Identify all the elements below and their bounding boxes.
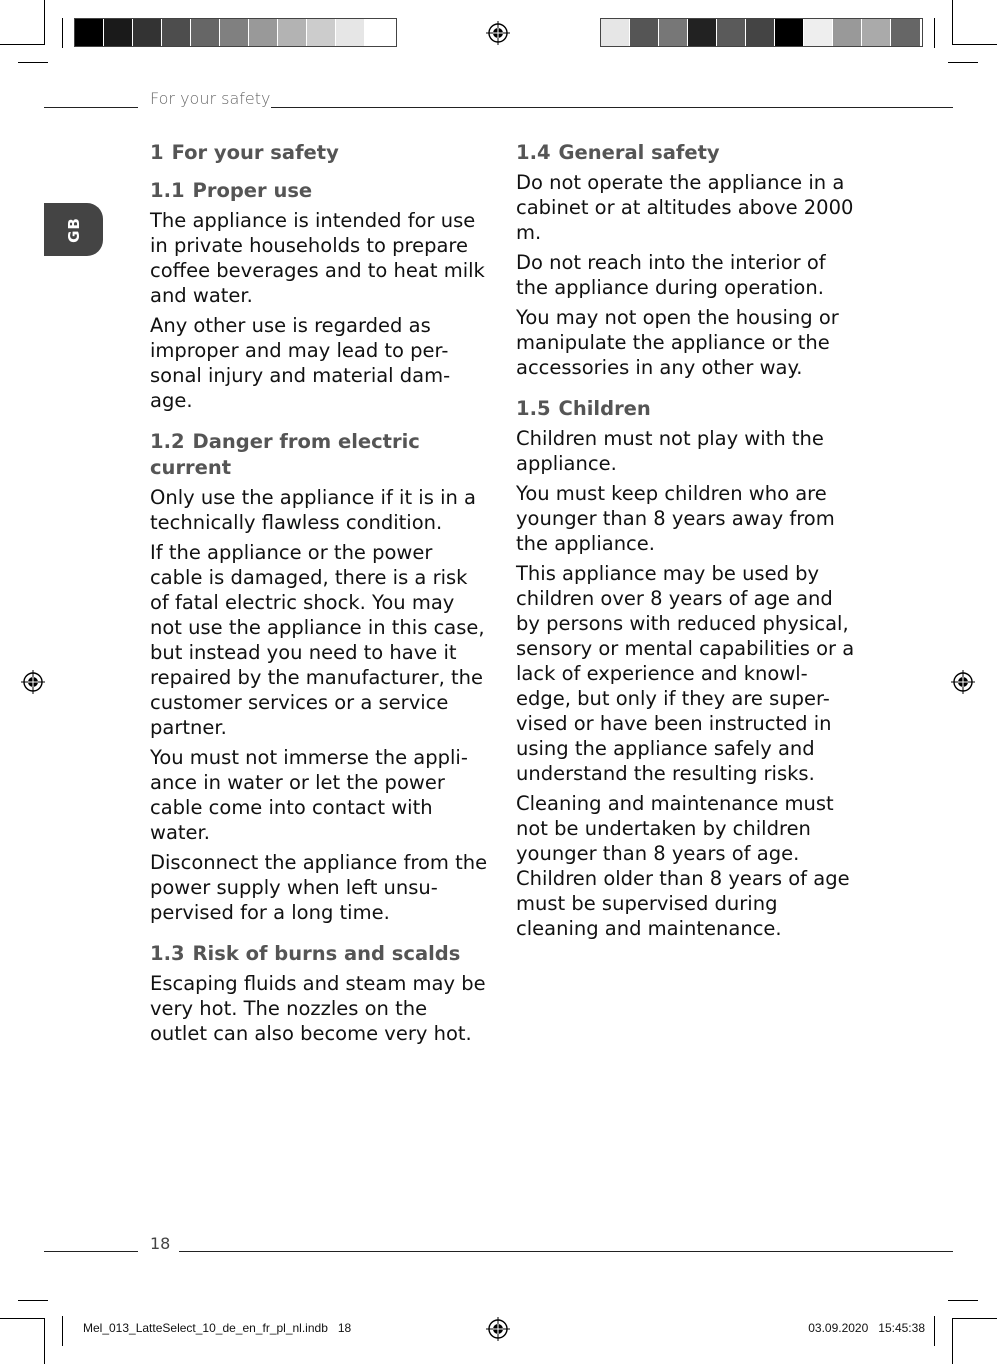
body-paragraph: Escaping fluids and steam may be very hot. The nozzles on the outlet can also become very hot. — [150, 972, 486, 1045]
body-paragraph: The appliance is intended for use in private households to prepare coffee beverages and to heat milk and water. — [150, 209, 485, 307]
section-heading — [150, 178, 490, 204]
gray-swatch-strip-left — [74, 18, 397, 47]
header-rule-left — [44, 107, 138, 108]
body-paragraph: Only use the appliance if it is in a technically flawless condition. — [150, 486, 476, 534]
color-swatch — [862, 19, 891, 46]
crop-mark — [0, 44, 45, 45]
gray-swatch-strip-right — [600, 18, 923, 47]
crop-mark — [952, 0, 953, 45]
chapter-number: 1 — [150, 141, 164, 164]
registration-mark-icon — [951, 670, 975, 694]
color-swatch — [717, 19, 746, 46]
section-number: 1.3 — [150, 942, 185, 965]
section-heading — [150, 429, 490, 481]
section-title: Risk of burns and scalds — [192, 942, 461, 965]
language-tab-label: GB — [64, 216, 83, 243]
page-number: 18 — [150, 1234, 171, 1253]
section-number: 1.2 — [150, 430, 185, 453]
crop-mark — [62, 1316, 63, 1346]
running-header-title: For your safety — [150, 89, 271, 108]
crop-mark — [18, 1300, 48, 1301]
registration-mark-icon — [21, 670, 45, 694]
crop-mark — [948, 62, 978, 63]
crop-mark — [952, 1318, 997, 1319]
chapter-title — [150, 140, 490, 166]
color-swatch — [104, 19, 133, 46]
print-slug-timestamp: 03.09.2020 15:45:38 — [808, 1321, 925, 1335]
section-number: 1.5 — [516, 397, 551, 420]
body-paragraph: This appliance may be used by children over 8 years of age and by persons with reduced physical, sensory or mental capabilities or a lack of experience and knowl-edge, but only if they are super-vised or have been instructed in using the appliance safely and understand the resulting risks. — [516, 562, 855, 785]
color-swatch — [775, 19, 804, 46]
color-swatch — [601, 19, 630, 46]
section-title: Children — [558, 397, 651, 420]
section-title: General safety — [558, 141, 720, 164]
color-swatch — [833, 19, 862, 46]
color-swatch — [307, 19, 336, 46]
footer-rule-left — [44, 1251, 138, 1252]
language-tab — [44, 203, 103, 256]
crop-mark — [0, 1318, 45, 1319]
color-swatch — [162, 19, 191, 46]
color-swatch — [365, 19, 394, 46]
color-swatch — [630, 19, 659, 46]
body-paragraph: Any other use is regarded as improper and may lead to per-sonal injury and material dam-age. — [150, 314, 451, 412]
left-column — [150, 140, 490, 1051]
color-swatch — [688, 19, 717, 46]
crop-mark — [952, 1318, 953, 1364]
body-paragraph: Children must not play with the appliance. — [516, 427, 824, 475]
body-paragraph: Do not operate the appliance in a cabinet or at altitudes above 2000 m. — [516, 171, 854, 244]
body-paragraph: Do not reach into the interior of the appliance during operation. — [516, 251, 826, 299]
body-paragraph: You must not immerse the appli-ance in water or let the power cable come into contact with water. — [150, 746, 468, 844]
header-rule-right — [271, 107, 953, 108]
color-swatch — [191, 19, 220, 46]
section-heading — [516, 140, 856, 166]
crop-mark — [934, 18, 935, 48]
chapter-title-text: For your safety — [171, 141, 339, 164]
body-paragraph: If the appliance or the power cable is damaged, there is a risk of fatal electric shock. You may not use the appliance in this case, but instead you need to have it repaired by the manufacturer, the customer services or a service partner. — [150, 541, 485, 739]
color-swatch — [220, 19, 249, 46]
color-swatch — [804, 19, 833, 46]
crop-mark — [18, 62, 48, 63]
section-title: Proper use — [192, 179, 313, 202]
section-heading — [150, 941, 490, 967]
color-swatch — [746, 19, 775, 46]
crop-mark — [44, 1318, 45, 1364]
crop-mark — [934, 1316, 935, 1346]
registration-mark-icon — [486, 1317, 510, 1341]
color-swatch — [336, 19, 365, 46]
body-paragraph: You may not open the housing or manipulate the appliance or the accessories in any other way. — [516, 306, 839, 379]
color-swatch — [891, 19, 920, 46]
registration-mark-icon — [486, 21, 510, 45]
right-column — [516, 140, 856, 946]
section-title: Danger from electric current — [150, 430, 420, 479]
body-paragraph: You must keep children who are younger than 8 years away from the appliance. — [516, 482, 835, 555]
crop-mark — [952, 44, 997, 45]
color-swatch — [75, 19, 104, 46]
body-paragraph: Cleaning and maintenance must not be undertaken by children younger than 8 years of age. Children older than 8 years of age must be supervised during cleaning and maintenance. — [516, 792, 850, 940]
color-swatch — [133, 19, 162, 46]
section-heading — [516, 396, 856, 422]
color-swatch — [659, 19, 688, 46]
crop-mark — [44, 0, 45, 45]
color-swatch — [278, 19, 307, 46]
color-swatch — [249, 19, 278, 46]
footer-rule-right — [179, 1251, 953, 1252]
crop-mark — [62, 18, 63, 48]
print-slug-filename: Mel_013_LatteSelect_10_de_en_fr_pl_nl.indb 18 — [83, 1321, 352, 1335]
section-number: 1.4 — [516, 141, 551, 164]
section-number: 1.1 — [150, 179, 185, 202]
body-paragraph: Disconnect the appliance from the power supply when left unsu-pervised for a long time. — [150, 851, 488, 924]
crop-mark — [948, 1300, 978, 1301]
